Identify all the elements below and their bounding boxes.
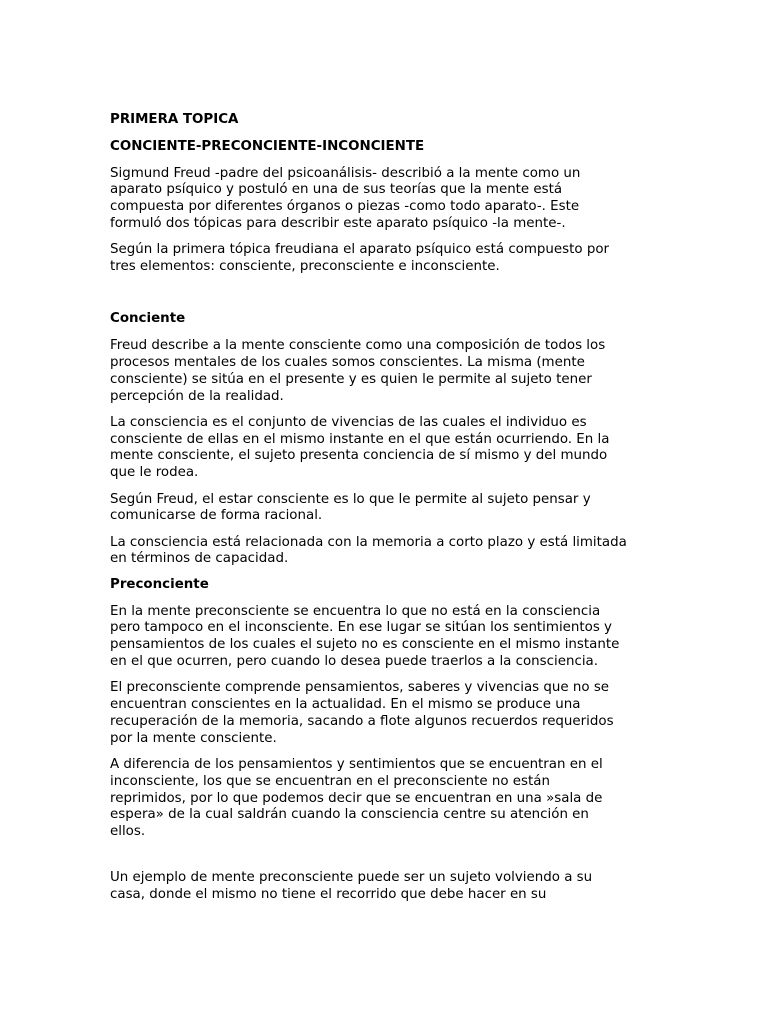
text-line: pero tampoco en el inconsciente. En ese lugar se sitúan los sentimientos y bbox=[110, 620, 612, 636]
text-line: formuló dos tópicas para describir este aparato psíquico -la mente-. bbox=[110, 215, 566, 231]
text-line: reprimidos, por lo que podemos decir que se encuentran en una »sala de bbox=[110, 790, 603, 806]
intro-section bbox=[110, 166, 668, 276]
text-line: aparato psíquico y postuló en una de sus teorías que la mente está bbox=[110, 182, 563, 198]
blank-space bbox=[110, 850, 668, 870]
section-preconciente bbox=[110, 604, 668, 841]
text-line: encuentran conscientes en la actualidad. En el mismo se produce una bbox=[110, 697, 581, 713]
paragraph bbox=[110, 338, 668, 405]
text-line: compuesta por diferentes órganos o piezas -como todo aparato-. Este bbox=[110, 199, 580, 215]
text-line: Sigmund Freud -padre del psicoanálisis- describió a la mente como un bbox=[110, 165, 581, 181]
text-line: por la mente consciente. bbox=[110, 730, 277, 746]
text-line: Un ejemplo de mente preconsciente puede ser un sujeto volviendo a su bbox=[110, 870, 593, 886]
paragraph bbox=[110, 535, 668, 569]
paragraph bbox=[110, 757, 668, 841]
paragraph bbox=[110, 415, 668, 482]
text-line: espera» de la cual saldrán cuando la consciencia centre su atención en bbox=[110, 807, 589, 823]
text-line: Según la primera tópica freudiana el aparato psíquico está compuesto por bbox=[110, 242, 610, 258]
text-line: La consciencia está relacionada con la memoria a corto plazo y está limitada bbox=[110, 534, 627, 550]
paragraph bbox=[110, 492, 668, 526]
text-line: mente consciente, el sujeto presenta conciencia de sí mismo y del mundo bbox=[110, 448, 608, 464]
text-line: La consciencia es el conjunto de vivencias de las cuales el individuo es bbox=[110, 414, 587, 430]
text-line: consciente) se sitúa en el presente y es quien le permite al sujeto tener bbox=[110, 371, 592, 387]
text-line: en términos de capacidad. bbox=[110, 551, 289, 567]
blank-space bbox=[110, 285, 668, 311]
text-line: El preconsciente comprende pensamientos, saberes y vivencias que no se bbox=[110, 680, 610, 696]
text-line: que le rodea. bbox=[110, 465, 199, 481]
text-line: procesos mentales de los cuales somos conscientes. La misma (mente bbox=[110, 354, 585, 370]
text-line: A diferencia de los pensamientos y sentimientos que se encuentran en el bbox=[110, 756, 603, 772]
text-line: tres elementos: consciente, preconsciente e inconsciente. bbox=[110, 259, 500, 275]
text-line: ellos. bbox=[110, 824, 146, 840]
section-conciente bbox=[110, 338, 668, 568]
section-heading-conciente: Conciente bbox=[110, 311, 186, 327]
text-line: percepción de la realidad. bbox=[110, 388, 284, 404]
text-line: recuperación de la memoria, sacando a flote algunos recuerdos requeridos bbox=[110, 713, 614, 729]
text-line: pensamientos de los cuales el sujeto no es consciente en el mismo instante bbox=[110, 637, 620, 653]
paragraph bbox=[110, 166, 668, 233]
text-line: en el que ocurren, pero cuando lo desea puede traerlos a la consciencia. bbox=[110, 653, 598, 669]
text-line: Freud describe a la mente consciente como una composición de todos los bbox=[110, 338, 606, 354]
text-line: inconsciente, los que se encuentran en el preconsciente no están bbox=[110, 773, 550, 789]
text-line: Según Freud, el estar consciente es lo que le permite al sujeto pensar y bbox=[110, 491, 591, 507]
paragraph bbox=[110, 604, 668, 671]
text-line: consciente de ellas en el mismo instante en el que están ocurriendo. En la bbox=[110, 431, 610, 447]
text-line: casa, donde el mismo no tiene el recorrido que debe hacer en su bbox=[110, 887, 547, 903]
paragraph bbox=[110, 242, 668, 276]
paragraph bbox=[110, 680, 668, 747]
document-title: PRIMERA TOPICA bbox=[110, 112, 239, 127]
section-heading-preconciente: Preconciente bbox=[110, 576, 209, 592]
document-subtitle: CONCIENTE-PRECONCIENTE-INCONCIENTE bbox=[110, 138, 425, 154]
example-paragraph bbox=[110, 870, 668, 904]
text-line: En la mente preconsciente se encuentra lo que no está en la consciencia bbox=[110, 603, 601, 619]
text-line: comunicarse de forma racional. bbox=[110, 508, 323, 524]
